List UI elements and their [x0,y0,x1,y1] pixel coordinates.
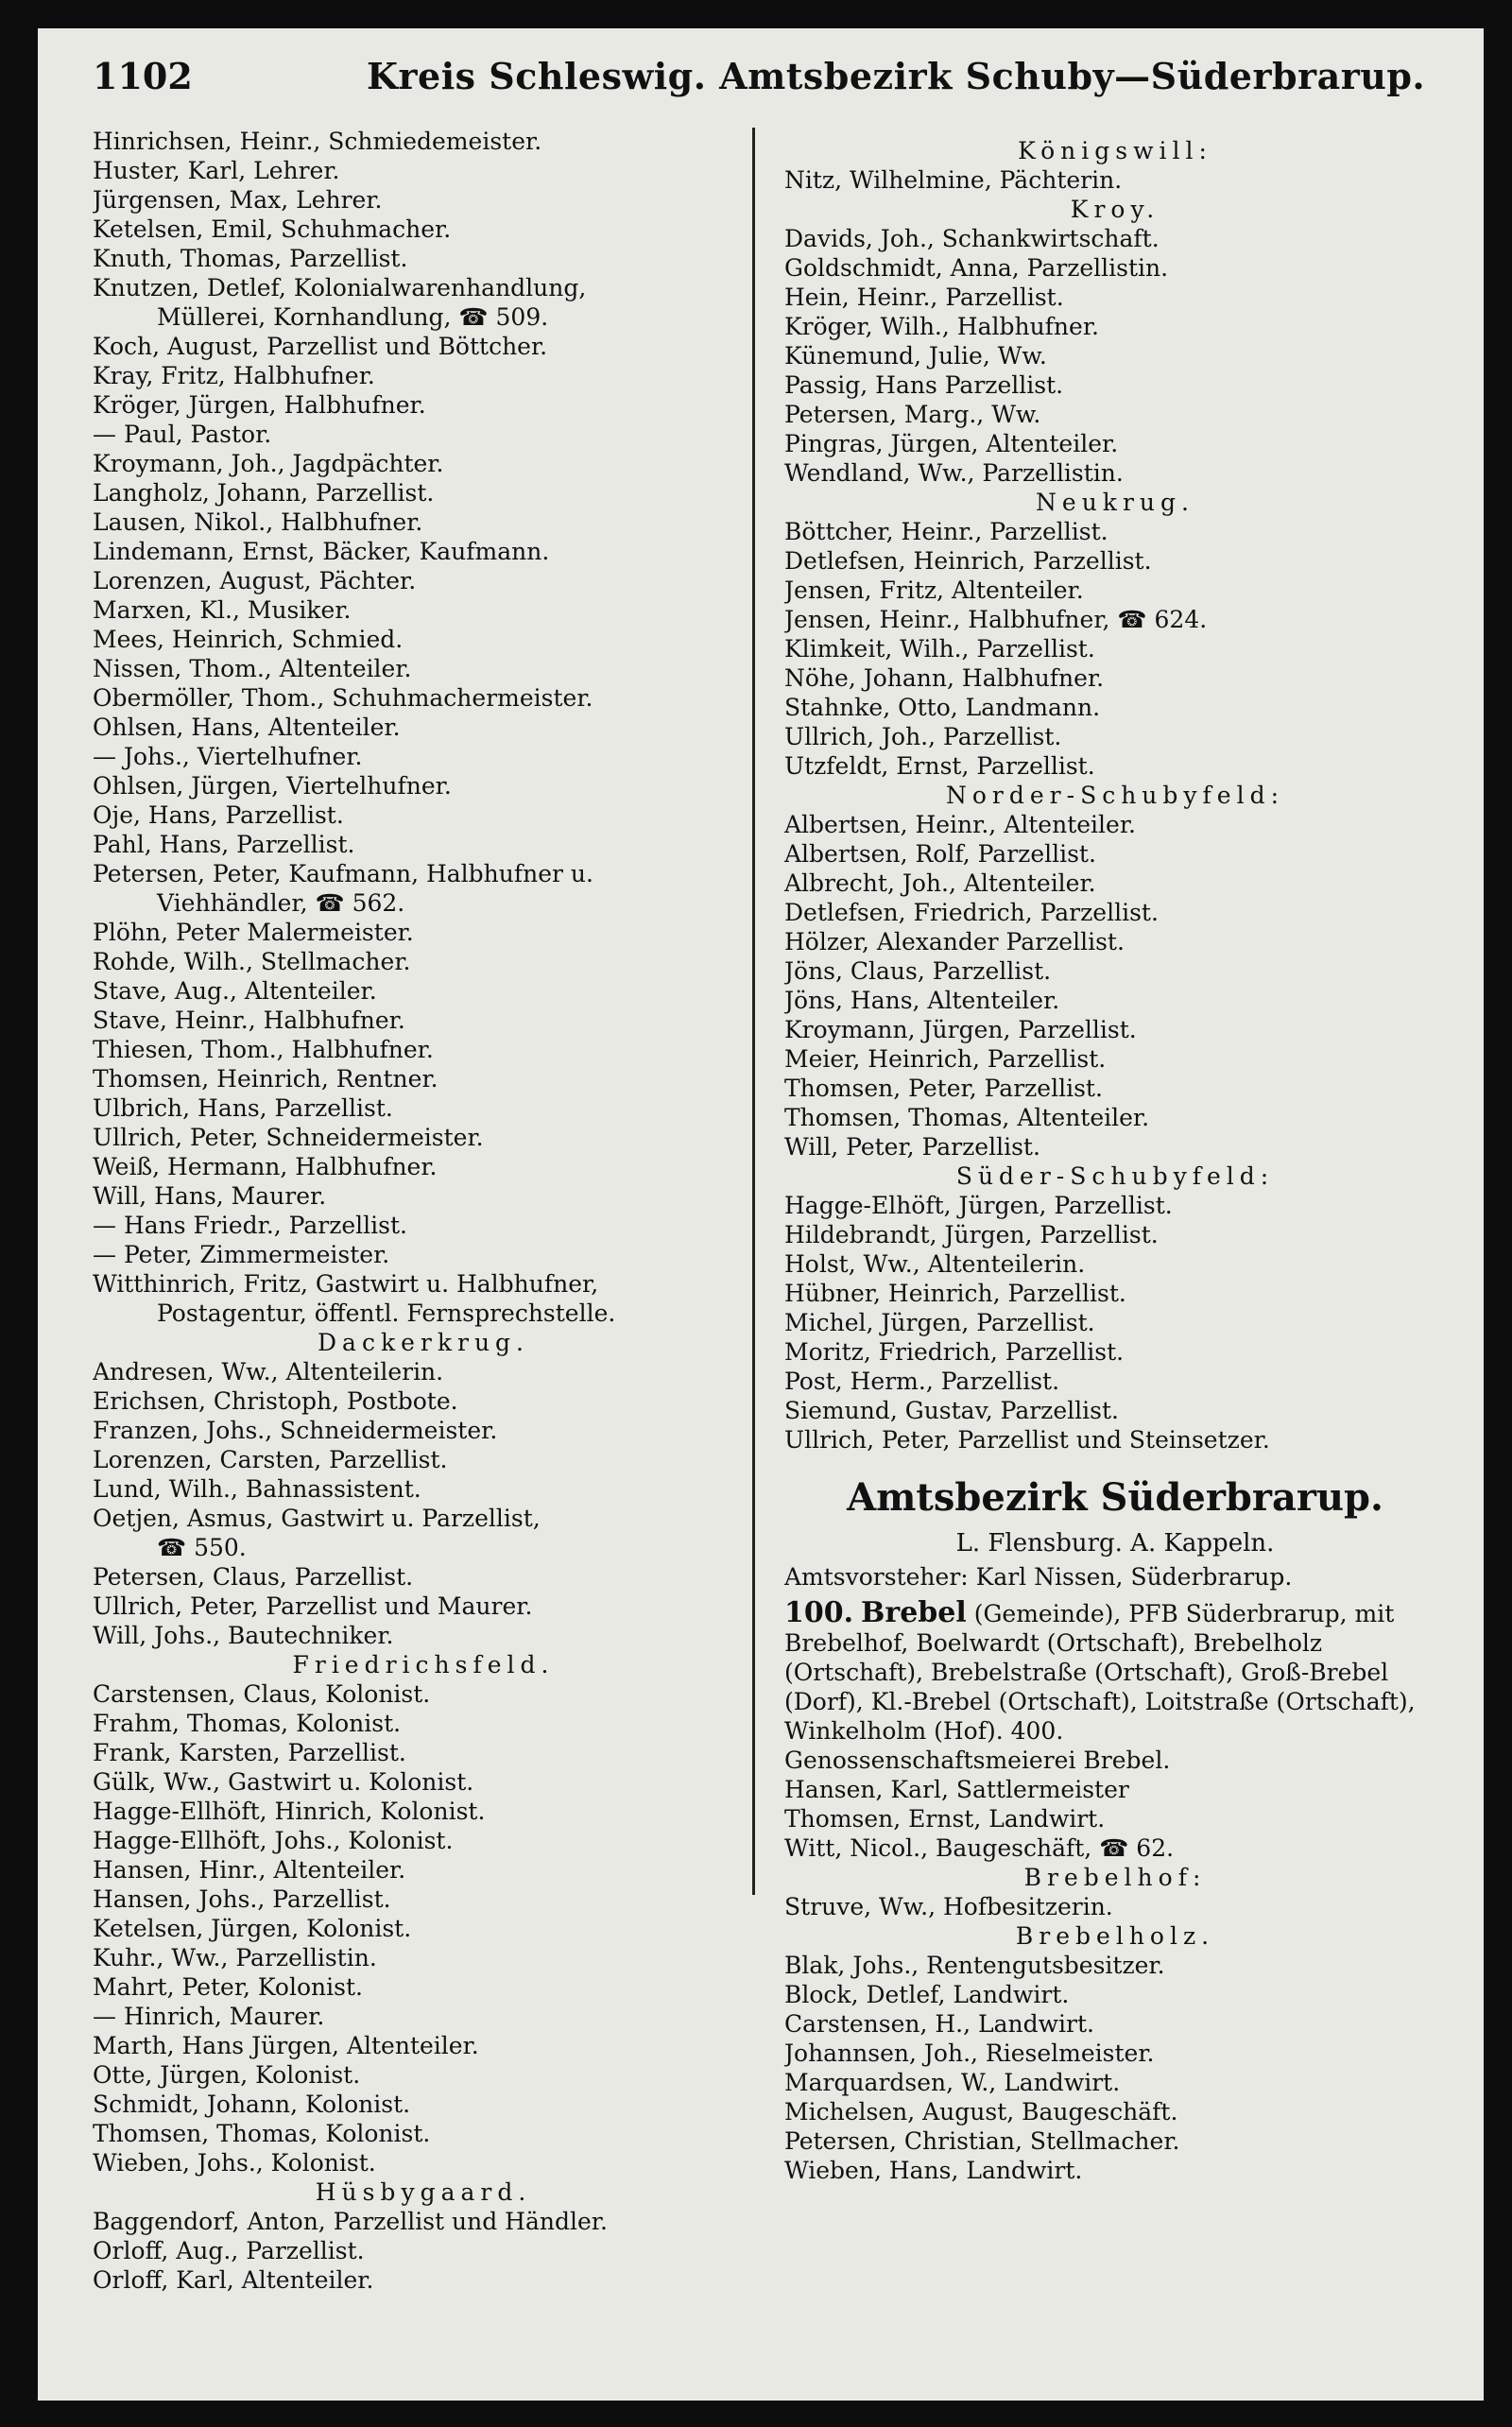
directory-entry: Witt, Nicol., Baugeschäft, ☎ 62. [784,1834,1175,1862]
directory-entry: Petersen, Claus, Parzellist. [93,1563,414,1591]
directory-entry: Marquardsen, W., Landwirt. [784,2069,1121,2096]
directory-entry: Carstensen, H., Landwirt. [784,2010,1094,2038]
directory-entry: Struve, Ww., Hofbesitzerin. [784,1893,1113,1920]
directory-entry: Stave, Aug., Altenteiler. [93,977,377,1005]
directory-entry: Lorenzen, August, Pächter. [93,567,417,594]
entry-continuation: Müllerei, Kornhandlung, ☎ 509. [157,303,549,331]
directory-entry: Frank, Karsten, Parzellist. [93,1739,406,1766]
directory-entry: Moritz, Friedrich, Parzellist. [784,1338,1125,1366]
directory-entry: Thomsen, Thomas, Kolonist. [93,2120,431,2147]
entry-continuation: Viehhändler, ☎ 562. [157,889,405,917]
directory-entry: Künemund, Julie, Ww. [784,342,1047,370]
locality-heading: Neukrug. [1036,489,1194,516]
directory-entry: Gülk, Ww., Gastwirt u. Kolonist. [93,1768,474,1796]
directory-entry: Petersen, Christian, Stellmacher. [784,2127,1180,2155]
directory-page [38,28,1484,2401]
entry-number: 100. [784,1596,854,1629]
directory-entry: Lund, Wilh., Bahnassistent. [93,1475,421,1503]
directory-entry: Wieben, Johs., Kolonist. [93,2149,376,2177]
directory-entry: Stahnke, Otto, Landmann. [784,694,1101,721]
directory-entry: Mahrt, Peter, Kolonist. [93,1973,363,2001]
directory-entry: Witthinrich, Fritz, Gastwirt u. Halbhufner, [93,1270,599,1298]
directory-entry: Knutzen, Detlef, Kolonialwarenhandlung, [93,274,587,301]
directory-entry: Ketelsen, Jürgen, Kolonist. [93,1915,412,1942]
directory-entry: Hildebrandt, Jürgen, Parzellist. [784,1221,1159,1248]
directory-entry: Davids, Joh., Schankwirtschaft. [784,225,1160,252]
directory-entry: Ullrich, Peter, Parzellist und Steinsetzer. [784,1426,1270,1454]
directory-entry: Hagge-Ellhöft, Johs., Kolonist. [93,1827,454,1854]
directory-entry: Carstensen, Claus, Kolonist. [93,1680,431,1708]
directory-entry: — Peter, Zimmermeister. [93,1241,390,1268]
entry-continuation: ☎ 550. [157,1534,247,1561]
directory-entry: Kröger, Wilh., Halbhufner. [784,313,1099,340]
directory-entry: — Hinrich, Maurer. [93,2003,325,2030]
directory-entry: Nissen, Thom., Altenteiler. [93,655,412,682]
directory-entry: Michelsen, August, Baugeschäft. [784,2098,1178,2126]
directory-entry: Michel, Jürgen, Parzellist. [784,1309,1095,1336]
directory-entry: Erichsen, Christoph, Postbote. [93,1387,458,1415]
directory-entry: Kroymann, Jürgen, Parzellist. [784,1016,1137,1043]
entry-name: Brebel [861,1596,967,1629]
municipality-entry [784,1598,1446,1746]
directory-entry: Jürgensen, Max, Lehrer. [93,186,383,214]
directory-entry: — Paul, Pastor. [93,421,272,448]
directory-entry: Huster, Karl, Lehrer. [93,157,340,184]
directory-entry: Johannsen, Joh., Rieselmeister. [784,2040,1155,2067]
directory-entry: Thomsen, Thomas, Altenteiler. [784,1104,1150,1131]
directory-entry: Langholz, Johann, Parzellist. [93,479,435,507]
directory-entry: Obermöller, Thom., Schuhmachermeister. [93,684,593,712]
directory-entry: Passig, Hans Parzellist. [784,371,1064,399]
directory-entry: Ulbrich, Hans, Parzellist. [93,1094,393,1122]
right-column-entries [784,136,1446,1454]
directory-entry: Thomsen, Heinrich, Rentner. [93,1065,438,1093]
directory-entry: Lorenzen, Carsten, Parzellist. [93,1446,448,1473]
directory-entry: Meier, Heinrich, Parzellist. [784,1045,1107,1073]
directory-entry: Ullrich, Peter, Parzellist und Maurer. [93,1592,533,1620]
directory-entry: Schmidt, Johann, Kolonist. [93,2091,411,2118]
directory-entry: Hein, Heinr., Parzellist. [784,284,1064,311]
directory-entry: Albertsen, Rolf, Parzellist. [784,840,1096,868]
locality-heading: Norder-Schubyfeld: [946,782,1284,809]
directory-entry: Nöhe, Johann, Halbhufner. [784,664,1105,692]
directory-entry: Franzen, Johs., Schneidermeister. [93,1417,498,1444]
directory-entry: Oje, Hans, Parzellist. [93,801,344,829]
directory-entry: Jöns, Hans, Altenteiler. [784,987,1060,1014]
directory-entry: Hansen, Karl, Sattlermeister [784,1776,1129,1803]
section-title: Amtsbezirk Süderbrarup. [847,1475,1383,1520]
directory-entry: Detlefsen, Friedrich, Parzellist. [784,899,1159,926]
directory-entry: Post, Herm., Parzellist. [784,1368,1060,1395]
directory-entry: — Hans Friedr., Parzellist. [93,1212,407,1239]
directory-entry: Genossenschaftsmeierei Brebel. [784,1747,1171,1774]
directory-entry: Hansen, Johs., Parzellist. [93,1885,391,1913]
locality-heading: Brebelhof: [1023,1864,1207,1891]
directory-entry: Kröger, Jürgen, Halbhufner. [93,391,426,419]
directory-entry: Wieben, Hans, Landwirt. [784,2157,1083,2184]
left-column [93,127,754,2295]
directory-entry: Jensen, Fritz, Altenteiler. [784,577,1084,604]
directory-entry: Petersen, Marg., Ww. [784,401,1041,428]
directory-entry: Ullrich, Peter, Schneidermeister. [93,1124,484,1151]
directory-entry: Albertsen, Heinr., Altenteiler. [784,811,1136,838]
directory-entry: Albrecht, Joh., Altenteiler. [784,869,1096,897]
directory-entry: Orloff, Aug., Parzellist. [93,2237,365,2264]
directory-entry: Pahl, Hans, Parzellist. [93,831,355,858]
directory-entry: Otte, Jürgen, Kolonist. [93,2061,361,2089]
directory-entry: Koch, August, Parzellist und Böttcher. [93,333,548,360]
locality-heading: Friedrichsfeld. [292,1651,555,1678]
locality-heading: Brebelholz. [1015,1922,1215,1950]
entry-description: (Gemeinde), PFB Süderbrarup, mit Brebelhof, Boelwardt (Ortschaft), Brebelholz (Ortschaft), Brebelstraße (Ortschaft), Groß-Brebel (Dorf), Kl.-Brebel (Ortschaft), Loitstraße (Ortschaft), Winkelholm (Hof). 400. [784,1600,1416,1745]
directory-entry: Jensen, Heinr., Halbhufner, ☎ 624. [784,606,1208,633]
directory-entry: Knuth, Thomas, Parzellist. [93,245,408,272]
directory-entry: Klimkeit, Wilh., Parzellist. [784,635,1095,663]
directory-entry: Detlefsen, Heinrich, Parzellist. [784,547,1152,575]
directory-entry: Nitz, Wilhelmine, Pächterin. [784,166,1123,194]
directory-entry: Holst, Ww., Altenteilerin. [784,1250,1086,1278]
directory-entry: Kroymann, Joh., Jagdpächter. [93,450,444,477]
directory-entry: Wendland, Ww., Parzellistin. [784,459,1124,487]
directory-entry: Jöns, Claus, Parzellist. [784,957,1052,985]
running-title: Kreis Schleswig. Amtsbezirk Schuby—Süderbrarup. [367,55,1426,97]
directory-entry: Lausen, Nikol., Halbhufner. [93,508,423,536]
locality-heading: Kroy. [1070,196,1160,223]
directory-entry: Lindemann, Ernst, Bäcker, Kaufmann. [93,538,550,565]
directory-entry: Ohlsen, Jürgen, Viertelhufner. [93,772,452,800]
directory-entry: Blak, Johs., Rentengutsbesitzer. [784,1952,1165,1979]
page-header [93,55,1435,112]
locality-heading: Königswill: [1018,137,1212,164]
directory-entry: Frahm, Thomas, Kolonist. [93,1710,402,1737]
directory-entry: Will, Peter, Parzellist. [784,1133,1040,1161]
directory-entry: Kray, Fritz, Halbhufner. [93,362,375,389]
directory-entry: Hansen, Hinr., Altenteiler. [93,1856,406,1884]
locality-heading: Dackerkrug. [318,1329,529,1356]
directory-entry: Utzfeldt, Ernst, Parzellist. [784,752,1095,780]
directory-entry: Orloff, Karl, Altenteiler. [93,2266,374,2294]
directory-entry: Marxen, Kl., Musiker. [93,596,352,624]
directory-entry: Ketelsen, Emil, Schuhmacher. [93,215,452,243]
directory-entry: Thiesen, Thom., Halbhufner. [93,1036,434,1063]
directory-entry: Stave, Heinr., Halbhufner. [93,1007,405,1034]
section-entries [784,1746,1446,2185]
locality-heading: Hüsbygaard. [315,2178,532,2206]
directory-entry: Marth, Hans Jürgen, Altenteiler. [93,2032,479,2059]
directory-entry: Ullrich, Joh., Parzellist. [784,723,1062,750]
directory-entry: Baggendorf, Anton, Parzellist und Händler. [93,2208,608,2235]
directory-entry: Hagge-Elhöft, Jürgen, Parzellist. [784,1192,1173,1219]
directory-entry: Goldschmidt, Anna, Parzellistin. [784,254,1169,282]
directory-entry: Hübner, Heinrich, Parzellist. [784,1280,1126,1307]
directory-entry: Andresen, Ww., Altenteilerin. [93,1358,444,1386]
directory-entry: — Johs., Viertelhufner. [93,743,363,770]
directory-entry: Böttcher, Heinr., Parzellist. [784,518,1108,545]
directory-entry: Petersen, Peter, Kaufmann, Halbhufner u. [93,860,593,887]
directory-entry: Hinrichsen, Heinr., Schmiedemeister. [93,128,542,155]
directory-entry: Hölzer, Alexander Parzellist. [784,928,1125,955]
directory-entry: Weiß, Hermann, Halbhufner. [93,1153,438,1180]
section-subtitle: L. Flensburg. A. Kappeln. [955,1529,1275,1558]
directory-entry: Thomsen, Ernst, Landwirt. [784,1805,1106,1833]
directory-entry: Mees, Heinrich, Schmied. [93,626,404,653]
amtsvorsteher-line: Amtsvorsteher: Karl Nissen, Süderbrarup. [784,1563,1293,1591]
directory-entry: Pingras, Jürgen, Altenteiler. [784,430,1119,457]
directory-entry: Will, Johs., Bautechniker. [93,1622,394,1649]
directory-entry: Ohlsen, Hans, Altenteiler. [93,714,401,741]
directory-entry: Plöhn, Peter Malermeister. [93,919,414,946]
directory-entry: Kuhr., Ww., Parzellistin. [93,1944,377,1971]
page-number: 1102 [93,55,193,97]
directory-entry: Rohde, Wilh., Stellmacher. [93,948,411,975]
directory-entry: Thomsen, Peter, Parzellist. [784,1075,1103,1102]
directory-entry: Oetjen, Asmus, Gastwirt u. Parzellist, [93,1505,541,1532]
directory-entry: Will, Hans, Maurer. [93,1182,327,1210]
entry-continuation: Postagentur, öffentl. Fernsprechstelle. [157,1300,616,1327]
locality-heading: Süder-Schubyfeld: [955,1162,1275,1190]
directory-entry: Siemund, Gustav, Parzellist. [784,1397,1119,1424]
directory-entry: Block, Detlef, Landwirt. [784,1981,1070,2008]
directory-entry: Hagge-Ellhöft, Hinrich, Kolonist. [93,1798,486,1825]
right-column [784,136,1446,2185]
